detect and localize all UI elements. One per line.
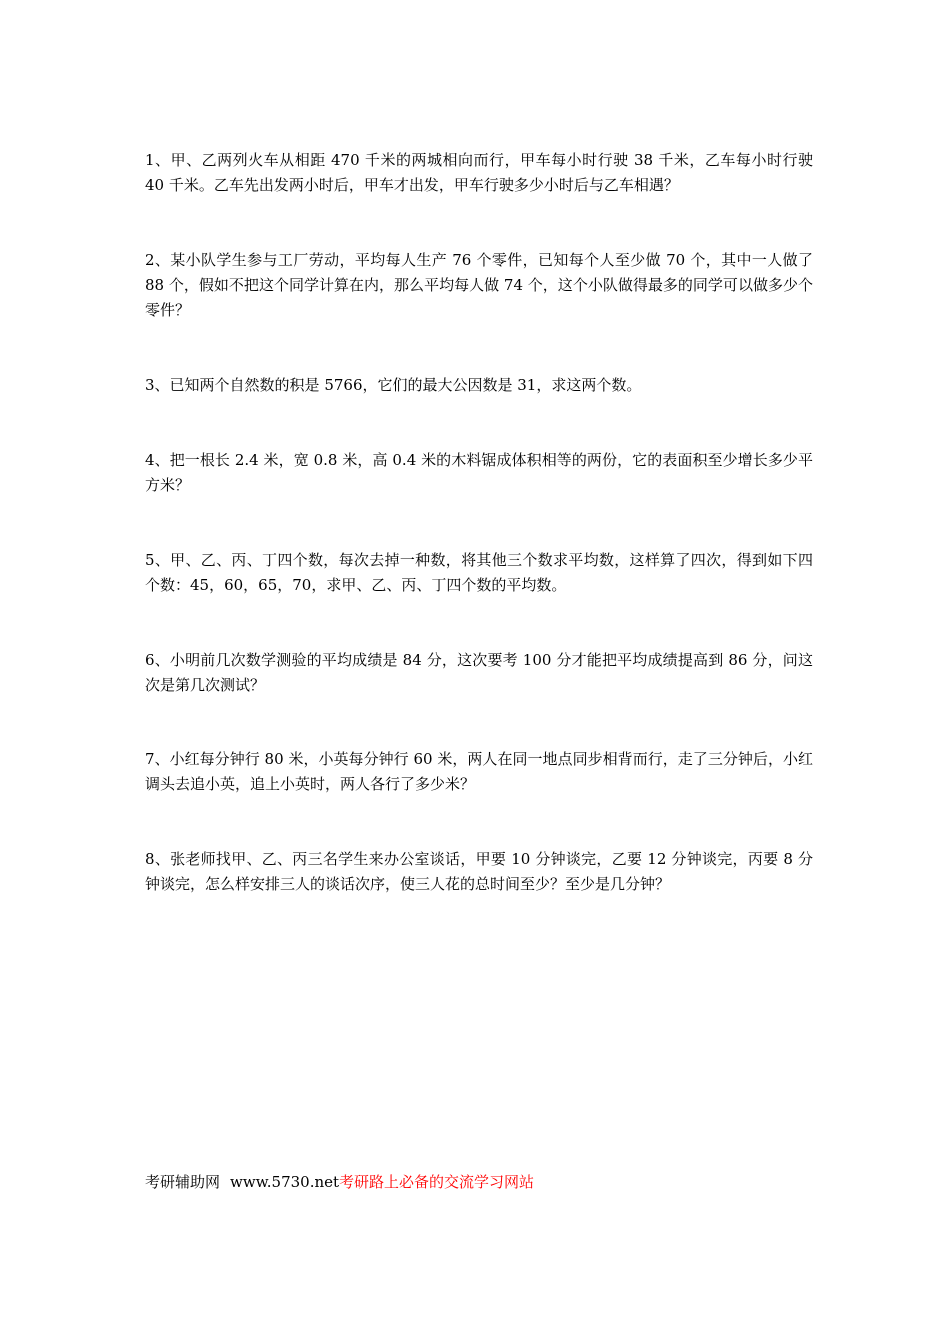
problem-5: 5、甲、乙、丙、丁四个数，每次去掉一种数，将其他三个数求平均数，这样算了四次，得到如下四个数：45，60，65，70，求甲、乙、丙、丁四个数的平均数。 <box>145 551 813 594</box>
problem-8: 8、张老师找甲、乙、丙三名学生来办公室谈话，甲要 10 分钟谈完，乙要 12 分钟谈完，丙要 8 分钟谈完，怎么样安排三人的谈话次序，使三人花的总时间至少？至少是几分钟？ <box>145 850 813 893</box>
problem-4: 4、把一根长 2.4 米，宽 0.8 米，高 0.4 米的木料锯成体积相等的两份，它的表面积至少增长多少平方米？ <box>145 451 813 494</box>
footer-url-link[interactable]: www.5730.net <box>230 1173 340 1191</box>
page-footer <box>145 1170 534 1195</box>
problem-7: 7、小红每分钟行 80 米，小英每分钟行 60 米，两人在同一地点同步相背而行，走了三分钟后，小红调头去追小英，追上小英时，两人各行了多少米？ <box>145 750 813 793</box>
footer-site-name: 考研辅助网 <box>145 1173 221 1191</box>
problem-3: 3、已知两个自然数的积是 5766，它们的最大公因数是 31，求这两个数。 <box>145 376 642 394</box>
problem-6: 6、小明前几次数学测验的平均成绩是 84 分，这次要考 100 分才能把平均成绩提高到 86 分，问这次是第几次测试？ <box>145 651 813 694</box>
problem-1: 1、甲、乙两列火车从相距 470 千米的两城相向而行，甲车每小时行驶 38 千米，乙车每小时行驶 40 千米。乙车先出发两小时后，甲车才出发，甲车行驶多少小时后与乙车相遇？ <box>145 151 813 194</box>
problem-2: 2、某小队学生参与工厂劳动，平均每人生产 76 个零件，已知每个人至少做 70 个，其中一人做了 88 个，假如不把这个同学计算在内，那么平均每人做 74 个，这个小队做得最多的同学可以做多少个零件？ <box>145 251 813 319</box>
footer-slogan: 考研路上必备的交流学习网站 <box>339 1173 535 1191</box>
